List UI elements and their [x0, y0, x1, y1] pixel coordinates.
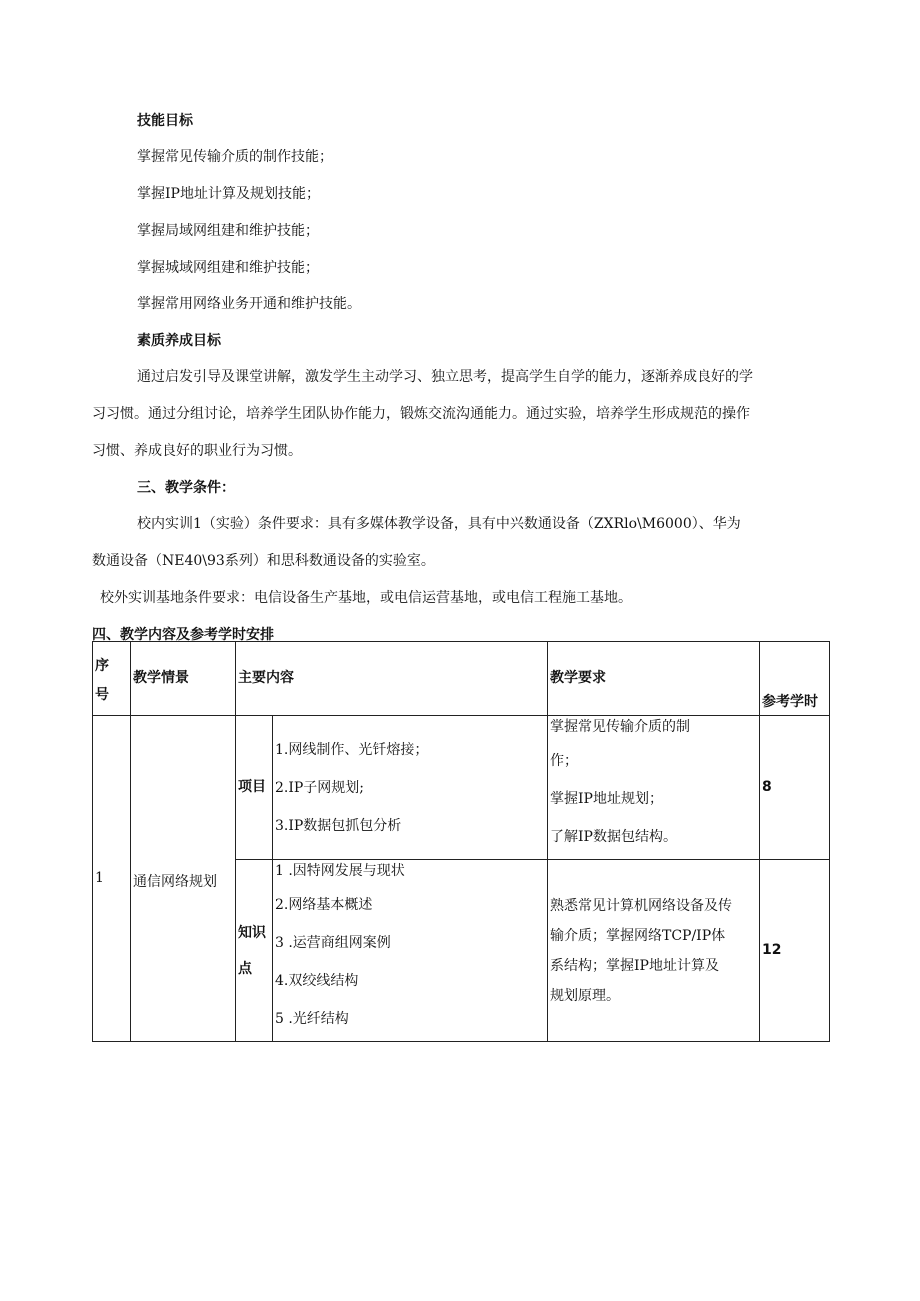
row-type-project: 项目	[236, 716, 273, 860]
knowledge-items	[273, 860, 548, 1042]
list-item: 2.IP子网规划;	[275, 779, 365, 796]
row-scenario: 通信网络规划	[131, 716, 236, 1042]
project-hours: 8	[760, 716, 830, 860]
quality-heading: 素质养成目标	[137, 333, 221, 349]
list-item: 4.双绞线结构	[275, 973, 359, 989]
quality-para-line: 习习惯。通过分组讨论，培养学生团队协作能力，锻炼交流沟通能力。通过实验，培养学生形成规范的操作	[92, 406, 750, 422]
content-heading: 四、教学内容及参考学时安排	[92, 627, 274, 643]
conditions-line: 数通设备（NE40\93系列）和思科数通设备的实验室。	[92, 553, 435, 569]
header-hours: 参考学时	[760, 642, 830, 716]
skill-item: 掌握局域网组建和维护技能；	[137, 223, 319, 239]
quality-para-line: 通过启发引导及课堂讲解，激发学生主动学习、独立思考，提高学生自学的能力，逐渐养成良好的学	[137, 369, 753, 385]
conditions-line: 校外实训基地条件要求：电信设备生产基地，或电信运营基地，或电信工程施工基地。	[100, 590, 632, 606]
content-table	[92, 641, 830, 1042]
skill-item: 掌握常用网络业务开通和维护技能。	[137, 296, 361, 312]
project-items	[273, 716, 548, 860]
header-seq	[93, 642, 131, 716]
header-seq-line2: 号	[95, 686, 109, 703]
header-scenario: 教学情景	[131, 642, 236, 716]
knowledge-requirements: 熟悉常见计算机网络设备及传 输介质；掌握网络TCP/IP体 系结构；掌握IP地址计算及 规划原理。	[548, 860, 760, 1042]
quality-para-line: 习惯、养成良好的职业行为习惯。	[92, 443, 302, 459]
list-item: 3 .运营商组网案例	[275, 935, 391, 951]
list-item: 1.网线制作、光钎熔接；	[275, 741, 429, 758]
list-item: 2.网络基本概述	[275, 897, 373, 913]
skill-item: 掌握IP地址计算及规划技能；	[137, 186, 320, 202]
conditions-line: 校内实训1（实验）条件要求：具有多媒体教学设备，具有中兴数通设备（ZXRlo\M6000）、华为	[137, 516, 741, 532]
knowledge-hours: 12	[760, 860, 830, 1042]
skills-heading: 技能目标	[137, 113, 193, 129]
list-item: 3.IP数据包抓包分析	[275, 817, 402, 834]
skill-item: 掌握常见传输介质的制作技能；	[137, 149, 333, 165]
list-item: 5 .光纤结构	[275, 1011, 349, 1027]
header-main: 主要内容	[236, 642, 548, 716]
table-row	[93, 716, 830, 860]
header-seq-line1: 序	[95, 658, 109, 674]
conditions-heading: 三、教学条件：	[137, 480, 235, 496]
row-type-knowledge: 知识 点	[236, 860, 273, 1042]
skill-item: 掌握城域网组建和维护技能；	[137, 260, 319, 276]
list-item: 1 .因特网发展与现状	[275, 863, 405, 879]
header-requirement: 教学要求	[548, 642, 760, 716]
project-requirements: 掌握常见传输介质的制 作； 掌握IP地址规划； 了解IP数据包结构。	[548, 716, 760, 860]
table-header-row	[93, 642, 830, 716]
row-seq: 1	[93, 716, 131, 1042]
